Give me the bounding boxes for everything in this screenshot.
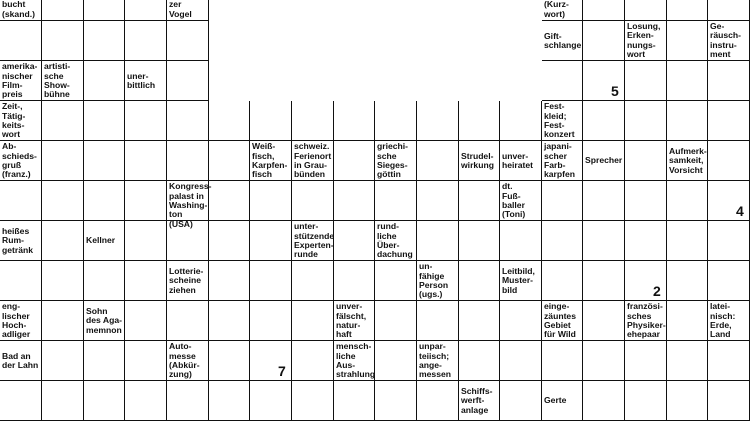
grid-cell[interactable]: [292, 101, 334, 141]
grid-cell[interactable]: [42, 141, 84, 181]
grid-cell[interactable]: [583, 341, 625, 381]
grid-cell[interactable]: [542, 181, 583, 221]
clue-c15: schweiz. Ferienort in Grau- bünden: [294, 141, 332, 180]
grid-cell[interactable]: [167, 141, 209, 181]
grid-cell[interactable]: [583, 21, 625, 61]
grid-cell[interactable]: [42, 341, 84, 381]
grid-cell[interactable]: [42, 381, 84, 421]
grid-cell[interactable]: [84, 181, 125, 221]
grid-cell[interactable]: [0, 21, 42, 61]
grid-cell[interactable]: [209, 221, 250, 261]
solution-number-2: 2: [653, 283, 661, 299]
grid-cell[interactable]: [209, 381, 250, 421]
clue-c13: Ab- schieds- gruß (franz.): [2, 141, 37, 180]
grid-cell[interactable]: [459, 341, 500, 381]
grid-cell[interactable]: [209, 101, 250, 141]
clue-c42: Gerte: [544, 395, 567, 406]
grid-cell[interactable]: [125, 101, 167, 141]
grid-cell[interactable]: [708, 381, 750, 421]
clue-c8: amerika- nischer Film- preis: [2, 61, 38, 100]
grid-cell[interactable]: [667, 0, 708, 21]
clue-c34: einge- zäuntes Gebiet für Wild: [544, 301, 576, 340]
clue-c36: latei- nisch: Erde, Land: [710, 301, 736, 340]
grid-cell[interactable]: [84, 261, 125, 301]
clue-c30: Leitbild, Muster- bild: [502, 265, 535, 295]
grid-cell[interactable]: [625, 61, 667, 101]
grid-cell[interactable]: [167, 21, 209, 61]
grid-cell[interactable]: [667, 221, 708, 261]
clue-c32: Sohn des Aga- memnon: [86, 305, 122, 335]
grid-cell[interactable]: [542, 221, 583, 261]
grid-cell[interactable]: [708, 341, 750, 381]
clue-c40: unpar- teiisch; ange- messen: [419, 341, 452, 380]
grid-cell[interactable]: [375, 181, 417, 221]
grid-cell[interactable]: [334, 221, 375, 261]
grid-cell[interactable]: [42, 0, 84, 21]
grid-cell[interactable]: [500, 341, 542, 381]
grid-cell[interactable]: [84, 381, 125, 421]
grid-cell[interactable]: [250, 261, 292, 301]
grid-cell[interactable]: [708, 101, 750, 141]
grid-cell[interactable]: [459, 261, 500, 301]
grid-cell[interactable]: [459, 101, 500, 141]
clue-c37: Bad an der Lahn: [2, 350, 39, 370]
grid-cell[interactable]: [334, 101, 375, 141]
clue-c27: rund- liche Über- dachung: [377, 221, 413, 260]
grid-cell[interactable]: [42, 181, 84, 221]
grid-cell[interactable]: [459, 301, 500, 341]
clue-c22: Kongress- palast in Washing- ton (USA): [169, 181, 212, 229]
grid-cell[interactable]: [667, 381, 708, 421]
grid-cell[interactable]: [542, 261, 583, 301]
grid-cell[interactable]: [417, 101, 459, 141]
grid-cell[interactable]: [375, 101, 417, 141]
clue-c28: Lotterie- scheine ziehen: [169, 265, 204, 295]
grid-cell[interactable]: [0, 181, 42, 221]
clue-c5: Gift- schlange: [544, 30, 582, 50]
grid-cell[interactable]: [708, 61, 750, 101]
clue-c17: Strudel- wirkung: [461, 150, 494, 170]
grid-cell[interactable]: [667, 101, 708, 141]
clue-c19: japani- scher Farb- karpfen: [544, 141, 576, 180]
clue-c10: uner- bittlich: [127, 70, 156, 90]
clue-c23: dt. Fuß- baller (Toni): [502, 181, 526, 220]
grid-cell[interactable]: [292, 181, 334, 221]
grid-cell[interactable]: [125, 341, 167, 381]
grid-cell[interactable]: [125, 0, 167, 21]
grid-cell[interactable]: [708, 141, 750, 181]
clue-c29: un- fähige Person (ugs.): [419, 261, 449, 300]
grid-cell[interactable]: [167, 101, 209, 141]
grid-cell[interactable]: [708, 261, 750, 301]
clue-c33: unver- fälscht, natur- haft: [336, 301, 367, 340]
grid-cell[interactable]: [84, 141, 125, 181]
grid-cell[interactable]: [84, 21, 125, 61]
clue-c3: zer Vogel: [169, 0, 192, 19]
grid-cell[interactable]: [250, 181, 292, 221]
grid-cell[interactable]: [292, 381, 334, 421]
grid-cell[interactable]: [667, 301, 708, 341]
grid-cell[interactable]: [625, 381, 667, 421]
grid-cell[interactable]: [583, 381, 625, 421]
clue-c31: eng- lischer Hoch- adliger: [2, 301, 31, 340]
clue-c41: Schiffs- werft- anlage: [461, 385, 493, 415]
grid-cell[interactable]: [542, 341, 583, 381]
grid-cell[interactable]: [625, 101, 667, 141]
grid-cell[interactable]: [375, 261, 417, 301]
grid-cell[interactable]: [84, 61, 125, 101]
grid-cell[interactable]: [209, 261, 250, 301]
grid-cell[interactable]: [583, 181, 625, 221]
grid-cell[interactable]: [125, 21, 167, 61]
grid-cell[interactable]: [417, 301, 459, 341]
clue-c7: Ge- räusch- instru- ment: [710, 21, 742, 60]
grid-cell[interactable]: [167, 301, 209, 341]
clue-c26: unter- stützende Experten- runde: [294, 221, 335, 260]
grid-cell[interactable]: [667, 261, 708, 301]
grid-cell[interactable]: [667, 341, 708, 381]
grid-cell[interactable]: [250, 301, 292, 341]
grid-cell[interactable]: [583, 261, 625, 301]
grid-cell[interactable]: [42, 21, 84, 61]
grid-cell[interactable]: [625, 141, 667, 181]
clue-c2: [84, 0, 125, 1]
solution-number-7: 7: [278, 363, 286, 379]
grid-cell[interactable]: [459, 181, 500, 221]
grid-cell[interactable]: [167, 61, 209, 101]
grid-cell[interactable]: [625, 0, 667, 21]
grid-cell[interactable]: [500, 101, 542, 141]
clue-c14: Weiß- fisch, Karpfen- fisch: [252, 141, 288, 180]
clue-c38: Auto- messe (Abkür- zung): [169, 341, 200, 380]
grid-cell[interactable]: [334, 261, 375, 301]
clue-c6: Losung, Erken- nungs- wort: [627, 21, 661, 60]
clue-c24: heißes Rum- getränk: [2, 225, 34, 255]
grid-cell[interactable]: [125, 141, 167, 181]
clue-c12: Fest- kleid; Fest- konzert: [544, 101, 575, 140]
grid-cell[interactable]: [542, 61, 583, 101]
grid-cell[interactable]: [250, 101, 292, 141]
grid-cell[interactable]: [125, 181, 167, 221]
grid-cell[interactable]: [250, 221, 292, 261]
grid-cell[interactable]: [500, 301, 542, 341]
grid-cell[interactable]: [500, 381, 542, 421]
clue-c9: artisti- sche Show- bühne: [44, 61, 71, 100]
grid-cell[interactable]: [125, 301, 167, 341]
grid-cell[interactable]: [583, 101, 625, 141]
solution-number-4: 4: [736, 203, 744, 219]
grid-cell[interactable]: [334, 381, 375, 421]
grid-cell[interactable]: [625, 221, 667, 261]
clue-c39: mensch- liche Aus- strahlung: [336, 341, 376, 380]
grid-cell[interactable]: [625, 341, 667, 381]
grid-cell[interactable]: [292, 341, 334, 381]
grid-cell[interactable]: [625, 181, 667, 221]
clue-c4: (Kurz- wort): [544, 0, 569, 19]
grid-cell[interactable]: [0, 261, 42, 301]
grid-cell[interactable]: [0, 381, 42, 421]
clue-c20: Sprecher: [585, 155, 623, 166]
grid-cell[interactable]: [417, 141, 459, 181]
grid-cell[interactable]: [209, 141, 250, 181]
grid-cell[interactable]: [708, 0, 750, 21]
grid-cell[interactable]: [417, 181, 459, 221]
clue-c18: unver- heiratet: [502, 150, 534, 170]
clue-c16: griechi- sche Sieges- göttin: [377, 141, 409, 180]
grid-cell[interactable]: [667, 21, 708, 61]
grid-cell[interactable]: [125, 381, 167, 421]
clue-c21: Aufmerk- samkeit, Vorsicht: [669, 145, 707, 175]
clue-c1: bucht (skand.): [2, 0, 35, 19]
grid-cell[interactable]: [209, 341, 250, 381]
grid-cell[interactable]: [42, 261, 84, 301]
grid-cell[interactable]: [583, 301, 625, 341]
grid-cell[interactable]: [459, 221, 500, 261]
grid-cell[interactable]: [42, 221, 84, 261]
grid-cell[interactable]: [292, 301, 334, 341]
grid-cell[interactable]: [334, 181, 375, 221]
grid-cell[interactable]: [708, 221, 750, 261]
grid-cell[interactable]: [42, 101, 84, 141]
grid-cell[interactable]: [500, 221, 542, 261]
grid-cell[interactable]: [84, 101, 125, 141]
clue-c11: Zeit-, Tätig- keits- wort: [2, 101, 26, 140]
grid-cell[interactable]: [125, 221, 167, 261]
clue-c25: Kellner: [86, 235, 116, 246]
clue-c35: französi- sches Physiker- ehepaar: [627, 301, 666, 340]
grid-cell[interactable]: [125, 261, 167, 301]
grid-cell[interactable]: [84, 0, 125, 21]
grid-cell[interactable]: [667, 61, 708, 101]
grid-cell[interactable]: [667, 181, 708, 221]
grid-cell[interactable]: [209, 181, 250, 221]
grid-cell[interactable]: [375, 301, 417, 341]
grid-cell[interactable]: [375, 341, 417, 381]
grid-cell[interactable]: [583, 0, 625, 21]
grid-cell[interactable]: [417, 381, 459, 421]
solution-number-5: 5: [611, 83, 619, 99]
grid-cell[interactable]: [250, 381, 292, 421]
grid-cell[interactable]: [84, 341, 125, 381]
grid-cell[interactable]: [209, 301, 250, 341]
grid-cell[interactable]: [42, 301, 84, 341]
grid-cell[interactable]: [334, 141, 375, 181]
grid-cell[interactable]: [167, 381, 209, 421]
grid-cell[interactable]: [417, 221, 459, 261]
grid-cell[interactable]: [292, 261, 334, 301]
grid-cell[interactable]: [583, 221, 625, 261]
grid-cell[interactable]: [375, 381, 417, 421]
